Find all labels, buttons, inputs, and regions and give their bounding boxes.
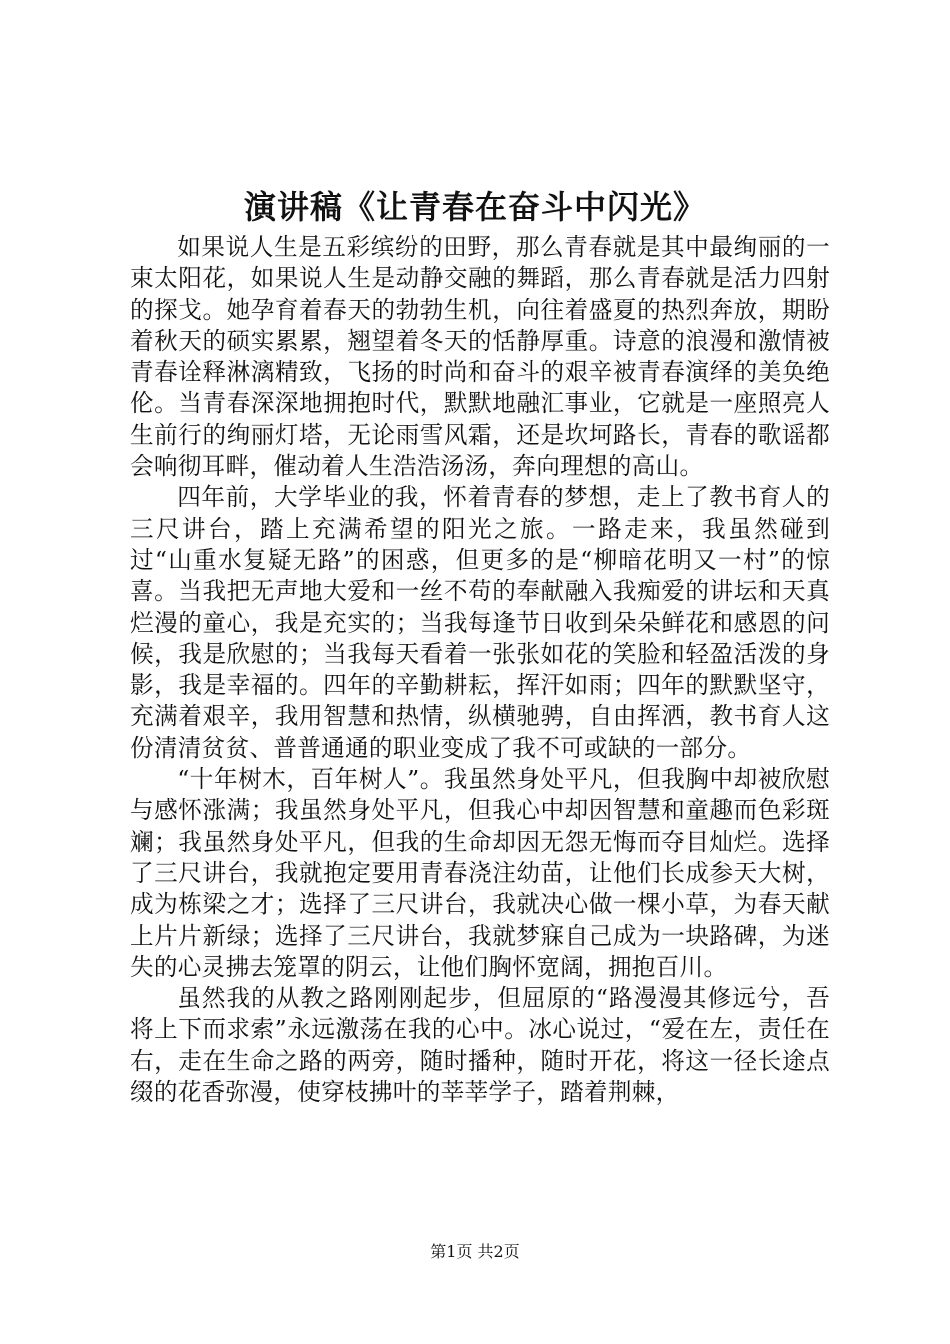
document-body <box>130 232 830 1108</box>
paragraph: 虽然我的从教之路刚刚起步，但屈原的“路漫漫其修远兮，吾将上下而求索”永远激荡在我的心中。冰心说过，“爱在左，责任在右，走在生命之路的两旁，随时播种，随时开花，将这一径长途点缀的花香弥漫，使穿枝拂叶的莘莘学子，踏着荆棘， <box>130 984 830 1107</box>
page-number-footer: 第1页 共2页 <box>430 1242 520 1261</box>
paragraph: “十年树木，百年树人”。我虽然身处平凡，但我胸中却被欣慰与感怀涨满；我虽然身处平凡，但我心中却因智慧和童趣而色彩斑斓；我虽然身处平凡，但我的生命却因无怨无悔而夺目灿烂。选择了三尺讲台，我就抱定要用青春浇注幼苗，让他们长成参天大树，成为栋梁之才；选择了三尺讲台，我就决心做一棵小草，为春天献上片片新绿；选择了三尺讲台，我就梦寐自己成为一块路碑，为迷失的心灵拂去笼罩的阴云，让他们胸怀宽阔，拥抱百川。 <box>130 765 830 981</box>
paragraph: 四年前，大学毕业的我，怀着青春的梦想，走上了教书育人的三尺讲台，踏上充满希望的阳光之旅。一路走来，我虽然碰到过“山重水复疑无路”的困惑，但更多的是“柳暗花明又一村”的惊喜。当我把无声地大爱和一丝不苟的奉献融入我痴爱的讲坛和天真烂漫的童心，我是充实的；当我每逢节日收到朵朵鲜花和感恩的问候，我是欣慰的；当我每天看着一张张如花的笑脸和轻盈活泼的身影，我是幸福的。四年的辛勤耕耘，挥汗如雨；四年的默默坚守，充满着艰辛，我用智慧和热情，纵横驰骋，自由挥洒，教书育人这份清清贫贫、普普通通的职业变成了我不可或缺的一部分。 <box>130 483 830 762</box>
document-title: 演讲稿《让青春在奋斗中闪光》 <box>243 188 706 226</box>
paragraph: 如果说人生是五彩缤纷的田野，那么青春就是其中最绚丽的一束太阳花，如果说人生是动静交融的舞蹈，那么青春就是活力四射的探戈。她孕育着春天的勃勃生机，向往着盛夏的热烈奔放，期盼着秋天的硕实累累，翘望着冬天的恬静厚重。诗意的浪漫和激情被青春诠释淋漓精致，飞扬的时尚和奋斗的艰辛被青春演绎的美奂绝伦。当青春深深地拥抱时代，默默地融汇事业，它就是一座照亮人生前行的绚丽灯塔，无论雨雪风霜，还是坎坷路长，青春的歌谣都会响彻耳畔，催动着人生浩浩汤汤，奔向理想的高山。 <box>130 233 830 481</box>
